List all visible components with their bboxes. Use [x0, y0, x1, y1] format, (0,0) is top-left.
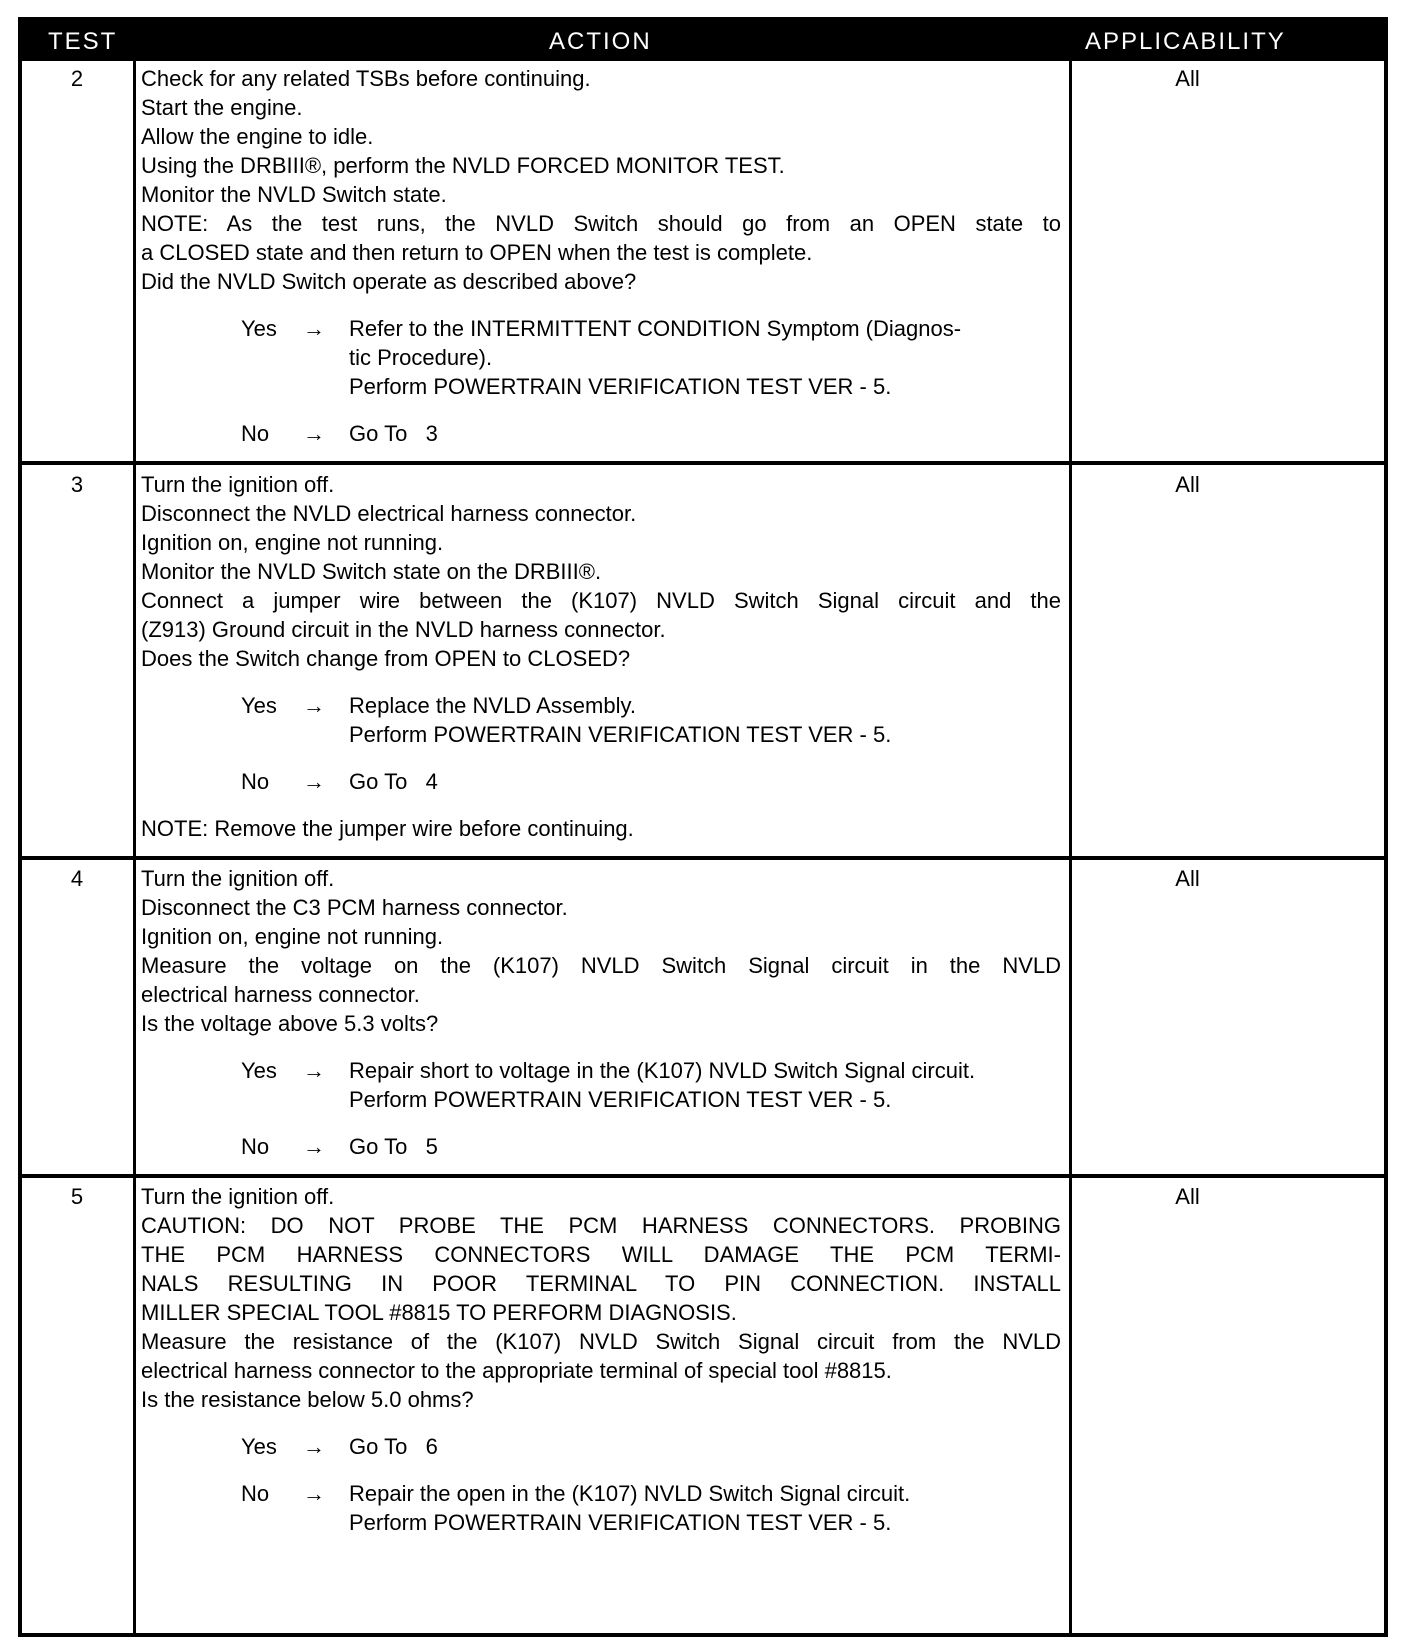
- action-line: NOTE: As the test runs, the NVLD Switch should go from an OPEN state to: [141, 211, 1061, 236]
- applicability-value: All: [1175, 66, 1200, 91]
- action-line: Is the voltage above 5.3 volts?: [141, 1011, 439, 1036]
- no-text: Go To 5: [349, 1134, 438, 1159]
- no-label: No: [241, 421, 270, 446]
- yes-text: Perform POWERTRAIN VERIFICATION TEST VER - 5.: [349, 1087, 892, 1112]
- action-line: Does the Switch change from OPEN to CLOSED?: [141, 646, 631, 671]
- header-applicability: APPLICABILITY: [1085, 28, 1286, 55]
- test-number: 2: [70, 66, 84, 91]
- no-branch: [141, 1479, 1061, 1508]
- action-line: (Z913) Ground circuit in the NVLD harness connector.: [141, 617, 666, 642]
- header-test: TEST: [48, 28, 118, 55]
- action-line: Monitor the NVLD Switch state on the DRBIII®.: [141, 559, 602, 584]
- action-line: Measure the voltage on the (K107) NVLD Switch Signal circuit in the NVLD: [141, 953, 1061, 978]
- action-line: Turn the ignition off.: [141, 472, 335, 497]
- action-line: Using the DRBIII®, perform the NVLD FORCED MONITOR TEST.: [141, 153, 785, 178]
- yes-branch: [141, 691, 1061, 720]
- applicability-value: All: [1175, 472, 1200, 497]
- action-line: Turn the ignition off.: [141, 866, 335, 891]
- table-header: [22, 21, 1384, 61]
- test-number: 4: [70, 866, 84, 891]
- applicability-value: All: [1175, 1184, 1200, 1209]
- action-line: Is the resistance below 5.0 ohms?: [141, 1387, 474, 1412]
- action-cell: [141, 470, 1061, 843]
- action-line: Ignition on, engine not running.: [141, 530, 444, 555]
- action-line: NALS RESULTING IN POOR TERMINAL TO PIN CONNECTION. INSTALL: [141, 1271, 1061, 1296]
- note-text: NOTE: Remove the jumper wire before continuing.: [141, 816, 634, 841]
- yes-text: Refer to the INTERMITTENT CONDITION Symptom (Diagnos-: [349, 316, 962, 341]
- yes-text: Go To 6: [349, 1434, 438, 1459]
- action-line: Connect a jumper wire between the (K107) NVLD Switch Signal circuit and the: [141, 588, 1061, 613]
- row-divider: [22, 1174, 1384, 1178]
- arrow-icon: →: [303, 1134, 325, 1159]
- action-line: Did the NVLD Switch operate as described above?: [141, 269, 637, 294]
- arrow-icon: →: [303, 693, 325, 718]
- arrow-icon: →: [303, 1058, 325, 1083]
- arrow-icon: →: [303, 1481, 325, 1506]
- action-line: Allow the engine to idle.: [141, 124, 374, 149]
- no-text: Go To 4: [349, 769, 438, 794]
- header-action: ACTION: [549, 28, 652, 55]
- column-divider: [133, 61, 136, 1633]
- yes-branch: [141, 1056, 1061, 1085]
- column-divider: [1069, 61, 1072, 1633]
- no-text: Repair the open in the (K107) NVLD Switch Signal circuit.: [349, 1481, 911, 1506]
- no-branch: [141, 767, 1061, 796]
- test-number: 5: [70, 1184, 84, 1209]
- action-line: Ignition on, engine not running.: [141, 924, 444, 949]
- action-cell: [141, 1182, 1061, 1537]
- action-line: Start the engine.: [141, 95, 303, 120]
- action-line: a CLOSED state and then return to OPEN when the test is complete.: [141, 240, 813, 265]
- yes-text: tic Procedure).: [349, 345, 493, 370]
- yes-label: Yes: [241, 693, 277, 718]
- arrow-icon: →: [303, 1434, 325, 1459]
- no-text: Go To 3: [349, 421, 438, 446]
- yes-label: Yes: [241, 1434, 277, 1459]
- no-branch: [141, 1132, 1061, 1161]
- yes-branch: [141, 1432, 1061, 1461]
- test-number: 3: [70, 472, 84, 497]
- row-divider: [22, 856, 1384, 860]
- no-label: No: [241, 769, 270, 794]
- arrow-icon: →: [303, 769, 325, 794]
- no-label: No: [241, 1134, 270, 1159]
- action-line: Monitor the NVLD Switch state.: [141, 182, 447, 207]
- action-line: CAUTION: DO NOT PROBE THE PCM HARNESS CONNECTORS. PROBING: [141, 1213, 1061, 1238]
- action-line: Measure the resistance of the (K107) NVLD Switch Signal circuit from the NVLD: [141, 1329, 1061, 1354]
- action-line: Check for any related TSBs before continuing.: [141, 66, 591, 91]
- action-cell: [141, 64, 1061, 448]
- yes-label: Yes: [241, 1058, 277, 1083]
- arrow-icon: →: [303, 316, 325, 341]
- action-line: Disconnect the NVLD electrical harness connector.: [141, 501, 637, 526]
- row-divider: [22, 461, 1384, 465]
- action-line: Turn the ignition off.: [141, 1184, 335, 1209]
- yes-text: Perform POWERTRAIN VERIFICATION TEST VER - 5.: [349, 374, 892, 399]
- no-label: No: [241, 1481, 270, 1506]
- action-line: electrical harness connector to the appropriate terminal of special tool #8815.: [141, 1358, 892, 1383]
- yes-text: Perform POWERTRAIN VERIFICATION TEST VER - 5.: [349, 722, 892, 747]
- arrow-icon: →: [303, 421, 325, 446]
- yes-text: Replace the NVLD Assembly.: [349, 693, 636, 718]
- no-branch: [141, 419, 1061, 448]
- action-line: Disconnect the C3 PCM harness connector.: [141, 895, 568, 920]
- no-text: Perform POWERTRAIN VERIFICATION TEST VER - 5.: [349, 1510, 892, 1535]
- yes-label: Yes: [241, 316, 277, 341]
- yes-branch: [141, 314, 1061, 343]
- yes-text: Repair short to voltage in the (K107) NVLD Switch Signal circuit.: [349, 1058, 976, 1083]
- action-line: electrical harness connector.: [141, 982, 420, 1007]
- action-line: MILLER SPECIAL TOOL #8815 TO PERFORM DIAGNOSIS.: [141, 1300, 737, 1325]
- action-line: THE PCM HARNESS CONNECTORS WILL DAMAGE THE PCM TERMI-: [141, 1242, 1061, 1267]
- action-cell: [141, 864, 1061, 1161]
- applicability-value: All: [1175, 866, 1200, 891]
